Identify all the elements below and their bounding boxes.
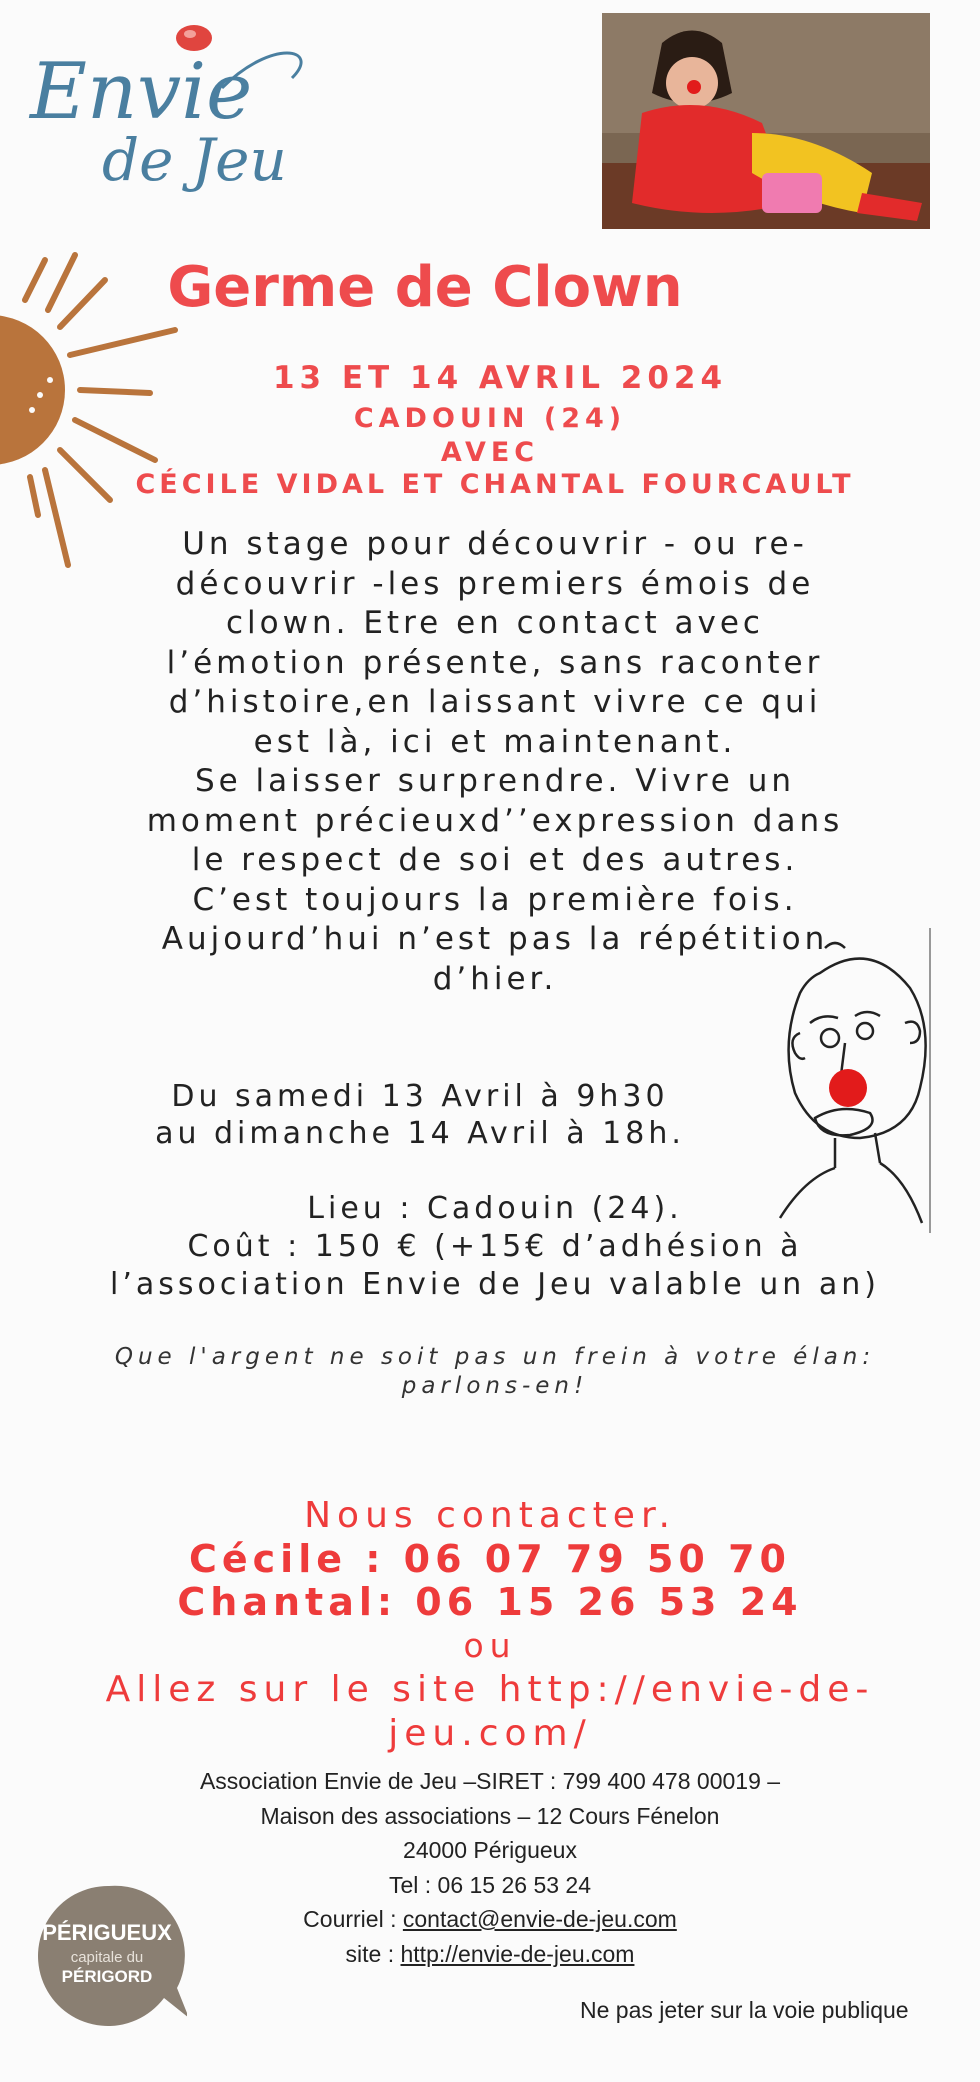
badge-line2: capitale du [70,1949,144,1966]
envie-de-jeu-logo [22,18,312,208]
clown-photo [602,13,930,229]
intro-line: le respect de soi et des autres. [191,842,799,878]
schedule-end: au dimanche 14 Avril à 18h. [155,1116,685,1151]
contact-title: Nous contacter. [304,1495,676,1536]
event-place: CADOUIN (24) [353,403,627,434]
cost-line: Coût : 150 € (+15€ d’adhésion à [187,1229,803,1264]
contact-cecile[interactable]: Cécile : 06 07 79 50 70 [189,1537,791,1581]
intro-line: d’histoire,en laissant vivre ce qui [168,684,822,720]
footer-siret: Association Envie de Jeu –SIRET : 799 400 478 00019 – [199,1768,781,1794]
intro-line: Un stage pour découvrir - ou re- [182,526,808,562]
event-hosts: CÉCILE VIDAL ET CHANTAL FOURCAULT [135,469,855,500]
intro-line: d’hier. [432,960,558,997]
intro-line: clown. Etre en contact avec [226,605,764,641]
footer-site-line [100,1937,880,1972]
intro-line: C’est toujours la première fois. [192,881,798,918]
schedule [60,1078,780,1152]
intro-line: découvrir -les premiers émois de [175,565,815,602]
page-title: Germe de Clown [167,255,683,320]
money-note-line: parlons-en! [401,1373,589,1399]
intro-line: moment précieuxd’’expression dans [146,802,844,839]
intro-line: Aujourd’hui n’est pas la répétition [161,921,829,957]
footer-address: Maison des associations – 12 Cours Fénelon [260,1802,720,1829]
practical-info [30,1190,960,1304]
logo-line2: de Jeu [102,126,287,194]
disposal-notice: Ne pas jeter sur la voie publique [580,1997,909,2023]
intro-line: Se laisser surprendre. Vivre un [194,763,796,799]
event-with: AVEC [440,437,540,468]
footer-city: 24000 Périgueux [403,1837,577,1863]
contact-or: ou [463,1626,517,1665]
association-footer [100,1764,880,1971]
intro-line: l’émotion présente, sans raconter [166,644,824,681]
event-dates: 13 ET 14 AVRIL 2024 [272,360,728,396]
footer-phone: Tel : 06 15 26 53 24 [388,1871,592,1898]
email-link[interactable]: contact@envie-de-jeu.com [402,1906,677,1932]
money-note-line: Que l'argent ne soit pas un frein à votre élan: [114,1344,876,1370]
money-note [40,1343,950,1401]
clown-drawing-icon [760,928,950,1233]
site-label: site : [345,1940,401,1967]
logo-line1: Envie [30,47,253,137]
schedule-start: Du samedi 13 Avril à 9h30 [171,1079,669,1114]
badge-line1: PÉRIGUEUX [42,1920,172,1945]
contact-website-line[interactable]: jeu.com/ [388,1713,592,1754]
perigueux-logo [32,1878,187,2028]
contact-chantal[interactable]: Chantal: 06 15 26 53 24 [177,1580,803,1624]
cost-line: l’association Envie de Jeu valable un an) [110,1267,880,1302]
site-link[interactable]: http://envie-de-jeu.com [400,1940,635,1967]
intro-line: est là, ici et maintenant. [253,723,737,760]
contact-website-line[interactable]: Allez sur le site http://envie-de- [105,1669,875,1710]
badge-line3: PÉRIGORD [61,1967,153,1986]
location: Lieu : Cadouin (24). [307,1191,683,1226]
email-label: Courriel : [303,1906,403,1932]
footer-email-line [100,1902,880,1937]
contact-website[interactable] [0,1668,980,1756]
